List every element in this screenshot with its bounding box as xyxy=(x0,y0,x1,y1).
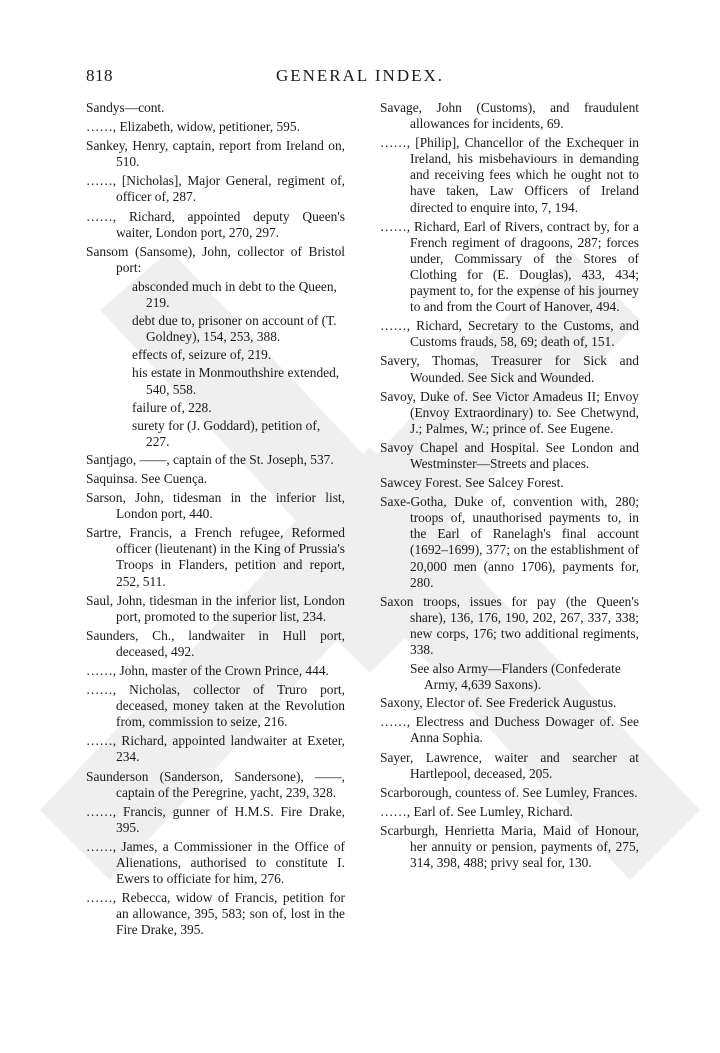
index-entry: ……, [Nicholas], Major General, regiment of, officer of, 287. xyxy=(86,173,345,205)
index-entry: ……, Francis, gunner of H.M.S. Fire Drake, 395. xyxy=(86,803,345,835)
index-entry: Sankey, Henry, captain, report from Ireland on, 510. xyxy=(86,138,345,170)
index-entry: Sayer, Lawrence, waiter and searcher at Hartlepool, deceased, 205. xyxy=(380,749,639,781)
index-entry: Savery, Thomas, Treasurer for Sick and Wounded. See Sick and Wounded. xyxy=(380,353,639,385)
index-entry: Saquinsa. See Cuença. xyxy=(86,470,208,486)
right-column xyxy=(380,100,639,874)
page-header xyxy=(86,66,634,90)
index-entry: Savoy, Duke of. See Victor Amadeus II; Envoy (Envoy Extraordinary) to. See Chetwynd, J.; Palmes, W.; prince of. See Eugene. xyxy=(380,388,639,436)
index-entry: Sawcey Forest. See Salcey Forest. xyxy=(380,475,564,491)
index-entry: his estate in Monmouthshire extended, 540, 558. xyxy=(132,365,340,397)
index-entry: ……, Earl of. See Lumley, Richard. xyxy=(380,803,573,819)
index-entry: Savoy Chapel and Hospital. See London and Westminster—Streets and places. xyxy=(380,439,639,471)
index-entry: ……, John, master of the Crown Prince, 444. xyxy=(86,663,329,678)
index-entry: debt due to, prisoner on account of (T. Goldney), 154, 253, 388. xyxy=(132,313,337,345)
index-entry: Scarburgh, Henrietta Maria, Maid of Honour, her annuity or pension, payments of, 275, 314, 398, 488; privy seal for, 130. xyxy=(380,822,639,871)
index-entry: ……, James, a Commissioner in the Office of Alienations, authorised to constitute I. Ewers to officiate for him, 276. xyxy=(86,838,345,887)
index-entry: Saunders, Ch., landwaiter in Hull port, deceased, 492. xyxy=(86,627,345,659)
index-entry: Saunderson (Sanderson, Sandersone), ——, captain of the Peregrine, yacht, 239, 328. xyxy=(86,768,345,800)
index-entry: Sandys—cont. xyxy=(86,100,165,115)
index-entry: ……, [Philip], Chancellor of the Exchequer in Ireland, his misbehaviours in demanding and receiving fees which he ought not to have taken, Law Officers of Ireland directed to enquire into, 7, 194. xyxy=(380,135,639,215)
left-column xyxy=(86,100,345,942)
index-entry: Saxony, Elector of. See Frederick Augustus. xyxy=(380,695,617,711)
index-entry: ……, Rebecca, widow of Francis, petition for an allowance, 395, 583; son of, lost in the Fire Drake, 395. xyxy=(86,890,345,938)
index-entry: failure of, 228. xyxy=(132,399,212,415)
index-entry: Sarson, John, tidesman in the inferior list, London port, 440. xyxy=(86,490,345,522)
index-entry: ……, Richard, appointed deputy Queen's waiter, London port, 270, 297. xyxy=(86,208,345,240)
index-entry: Sansom (Sansome), John, collector of Bristol port: xyxy=(86,243,345,275)
index-entry: Scarborough, countess of. See Lumley, Frances. xyxy=(380,784,638,800)
index-entry: effects of, seizure of, 219. xyxy=(132,347,272,363)
index-entry: Saul, John, tidesman in the inferior list, London port, promoted to the superior list, 234. xyxy=(86,592,345,624)
index-entry: ……, Richard, appointed landwaiter at Exeter, 234. xyxy=(86,733,345,765)
index-entry: absconded much in debt to the Queen, 219. xyxy=(132,278,337,311)
index-entry: Sartre, Francis, a French refugee, Reformed officer (lieutenant) in the King of Prussia's Troops in Flanders, petition and report, 252, 511. xyxy=(86,525,345,589)
index-entry: See also Army—Flanders (Confederate Army, 4,639 Saxons). xyxy=(410,661,621,693)
index-entry: ……, Richard, Secretary to the Customs, and Customs frauds, 58, 69; death of, 151. xyxy=(380,318,639,350)
index-entry: surety for (J. Goddard), petition of, 227. xyxy=(132,417,321,449)
index-entry: Santjago, ——, captain of the St. Joseph, 537. xyxy=(86,451,334,467)
index-entry: ……, Richard, Earl of Rivers, contract by, for a French regiment of dragoons, 287; forces under, Commissary of the Stores of Clothing for (E. Douglas), 433, 434; payment to, for the expense of his journey to and from the Court of Hanover, 494. xyxy=(380,218,639,315)
index-entry: ……, Elizabeth, widow, petitioner, 595. xyxy=(86,119,300,135)
index-entry: ……, Nicholas, collector of Truro port, deceased, money taken at the Revolution from, commission to seize, 216. xyxy=(86,682,345,730)
page-number: 818 xyxy=(86,66,113,85)
running-head: GENERAL INDEX. xyxy=(275,66,445,85)
index-entry: ……, Electress and Duchess Dowager of. See Anna Sophia. xyxy=(380,714,639,746)
index-entry: Savage, John (Customs), and fraudulent allowances for incidents, 69. xyxy=(380,100,639,132)
index-entry: Saxe-Gotha, Duke of, convention with, 280; troops of, unauthorised payments to, in the Earl of Ranelagh's final account (1692–1699), 377; on the establishment of 20,000 men (anno 1706), payments for, 280. xyxy=(380,494,639,590)
index-entry: Saxon troops, issues for pay (the Queen's share), 136, 176, 190, 202, 267, 337, 338; new corps, 176; two additional regiments, 338. xyxy=(380,593,639,657)
